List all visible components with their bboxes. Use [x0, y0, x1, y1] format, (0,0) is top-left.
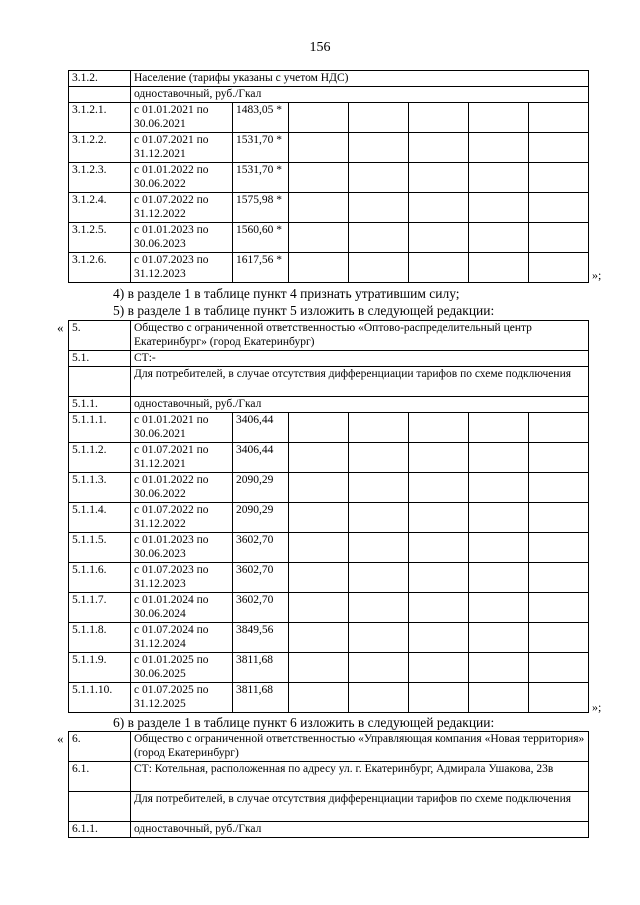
table-row: [69, 193, 589, 223]
table-row: [69, 503, 589, 533]
row-value: 1483,05 *: [233, 103, 289, 133]
row-description: одноставочный, руб./Гкал: [131, 397, 589, 413]
row-code: 5.1.1.2.: [69, 443, 131, 473]
row-description: одноставочный, руб./Гкал: [131, 822, 589, 838]
row-code: [69, 792, 131, 822]
paragraph-item-6: 6) в разделе 1 в таблице пункт 6 изложить в следующей редакции:: [113, 715, 495, 730]
row-period: с 01.07.2025 по 31.12.2025: [131, 683, 233, 713]
opening-quote: «: [57, 731, 64, 746]
row-code: 6.1.1.: [69, 822, 131, 838]
table-row: [69, 762, 589, 792]
table-row: [69, 133, 589, 163]
table-row: [69, 351, 589, 367]
row-code: 5.1.1.1.: [69, 413, 131, 443]
table-row: [69, 822, 589, 838]
row-code: [69, 367, 131, 397]
paragraph-item-5: 5) в разделе 1 в таблице пункт 5 изложить в следующей редакции:: [113, 303, 495, 318]
table-row: [69, 533, 589, 563]
row-code: 5.: [69, 321, 131, 351]
table-row: [69, 593, 589, 623]
row-code: 5.1.1.8.: [69, 623, 131, 653]
row-period: с 01.07.2021 по 31.12.2021: [131, 133, 233, 163]
tariff-table-3-1-2: [68, 70, 589, 283]
row-period: с 01.01.2023 по 30.06.2023: [131, 533, 233, 563]
row-code: 3.1.2.5.: [69, 223, 131, 253]
table-row: [69, 443, 589, 473]
row-period: с 01.07.2023 по 31.12.2023: [131, 563, 233, 593]
row-description: одноставочный, руб./Гкал: [131, 87, 589, 103]
table-row: [69, 653, 589, 683]
row-value: 3406,44: [233, 413, 289, 443]
table-row: [69, 163, 589, 193]
closing-quote: »;: [592, 268, 602, 282]
opening-quote: «: [57, 320, 64, 335]
row-code: 5.1.1.6.: [69, 563, 131, 593]
row-period: с 01.07.2023 по 31.12.2023: [131, 253, 233, 283]
row-value: 1617,56 *: [233, 253, 289, 283]
closing-quote: »;: [592, 700, 602, 714]
row-code: 5.1.1.4.: [69, 503, 131, 533]
row-period: с 01.01.2025 по 30.06.2025: [131, 653, 233, 683]
table-row: [69, 792, 589, 822]
table-row: [69, 223, 589, 253]
row-code: 3.1.2.3.: [69, 163, 131, 193]
table-row: [69, 623, 589, 653]
row-code: 5.1.1.: [69, 397, 131, 413]
table-row: [69, 563, 589, 593]
row-period: с 01.07.2022 по 31.12.2022: [131, 193, 233, 223]
table-row: [69, 367, 589, 397]
tariff-table-5: [68, 320, 589, 713]
table-row: [69, 683, 589, 713]
table-row: [69, 473, 589, 503]
row-value: 3602,70: [233, 593, 289, 623]
row-period: с 01.01.2022 по 30.06.2022: [131, 163, 233, 193]
row-description: Население (тарифы указаны с учетом НДС): [131, 71, 589, 87]
table-row: [69, 87, 589, 103]
row-code: 5.1.1.10.: [69, 683, 131, 713]
row-description: Для потребителей, в случае отсутствия дифференциации тарифов по схеме подключения: [131, 367, 589, 397]
row-description: Для потребителей, в случае отсутствия дифференциации тарифов по схеме подключения: [131, 792, 589, 822]
row-description: СТ: Котельная, расположенная по адресу ул. г. Екатеринбург, Адмирала Ушакова, 23в: [131, 762, 589, 792]
row-value: 3602,70: [233, 533, 289, 563]
row-value: 3406,44: [233, 443, 289, 473]
table-row: [69, 321, 589, 351]
row-code: 3.1.2.2.: [69, 133, 131, 163]
paragraph-item-4: 4) в разделе 1 в таблице пункт 4 признать утратившим силу;: [113, 286, 460, 301]
row-code: 3.1.2.4.: [69, 193, 131, 223]
row-code: 6.1.: [69, 762, 131, 792]
row-description: СТ:-: [131, 351, 589, 367]
table-row: [69, 397, 589, 413]
row-period: с 01.01.2023 по 30.06.2023: [131, 223, 233, 253]
row-value: 1575,98 *: [233, 193, 289, 223]
row-period: с 01.01.2021 по 30.06.2021: [131, 103, 233, 133]
row-period: с 01.07.2021 по 31.12.2021: [131, 443, 233, 473]
table-row: [69, 732, 589, 762]
row-value: 1531,70 *: [233, 133, 289, 163]
row-period: с 01.07.2024 по 31.12.2024: [131, 623, 233, 653]
row-code: [69, 87, 131, 103]
row-code: 5.1.: [69, 351, 131, 367]
row-code: 5.1.1.3.: [69, 473, 131, 503]
row-value: 1531,70 *: [233, 163, 289, 193]
row-code: 3.1.2.1.: [69, 103, 131, 133]
row-description: Общество с ограниченной ответственностью «Управляющая компания «Новая территория» (город Екатеринбург): [131, 732, 589, 762]
table-row: [69, 71, 589, 87]
row-period: с 01.07.2022 по 31.12.2022: [131, 503, 233, 533]
table-row: [69, 413, 589, 443]
row-value: 2090,29: [233, 503, 289, 533]
row-value: 2090,29: [233, 473, 289, 503]
row-value: 3811,68: [233, 653, 289, 683]
row-period: с 01.01.2021 по 30.06.2021: [131, 413, 233, 443]
tariff-table-6: [68, 731, 589, 838]
row-code: 5.1.1.5.: [69, 533, 131, 563]
table-row: [69, 103, 589, 133]
row-period: с 01.01.2022 по 30.06.2022: [131, 473, 233, 503]
row-value: 3849,56: [233, 623, 289, 653]
row-period: с 01.01.2024 по 30.06.2024: [131, 593, 233, 623]
row-code: 6.: [69, 732, 131, 762]
row-code: 5.1.1.9.: [69, 653, 131, 683]
row-code: 3.1.2.: [69, 71, 131, 87]
page-number: 156: [309, 40, 331, 55]
table-row: [69, 253, 589, 283]
row-description: Общество с ограниченной ответственностью «Оптово-распределительный центр Екатеринбург» (город Екатеринбург): [131, 321, 589, 351]
row-code: 5.1.1.7.: [69, 593, 131, 623]
row-value: 3811,68: [233, 683, 289, 713]
row-code: 3.1.2.6.: [69, 253, 131, 283]
row-value: 3602,70: [233, 563, 289, 593]
row-value: 1560,60 *: [233, 223, 289, 253]
